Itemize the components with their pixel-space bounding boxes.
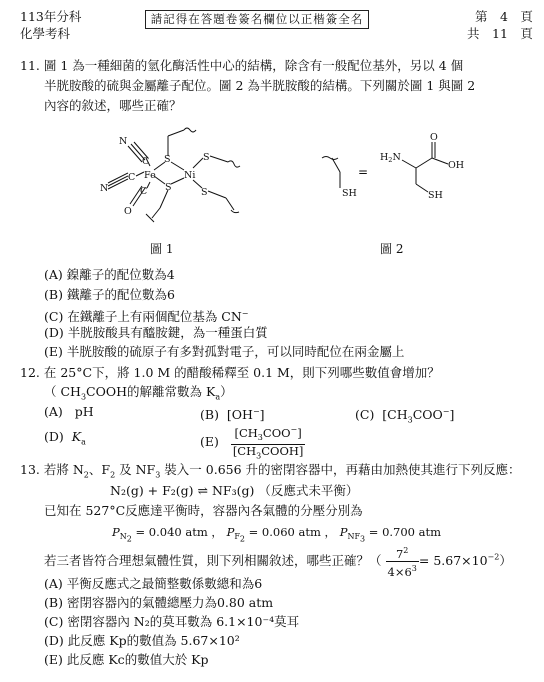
option-label: (A) [44, 267, 63, 282]
q11-line1: 圖 1 為一種細菌的氫化酶活性中心的結構，除含有一般配位基外，另以 4 個 [43, 58, 464, 73]
fig2-n: N [392, 152, 401, 163]
q13-hint-fraction [386, 544, 419, 579]
pressure-f2: = 0.060 atm [248, 525, 321, 539]
fig1-atom-n: N [119, 136, 128, 147]
q13-text: 及 NF [115, 462, 156, 477]
fig1-atom-c: C [142, 156, 150, 167]
option-label: (B) [44, 595, 63, 610]
q13-option-c [44, 612, 299, 632]
fig2-h-sub: 2 [388, 156, 393, 164]
q13-option-e [44, 650, 209, 670]
option-text: 半胱胺酸具有醯胺鍵，為一種蛋白質 [67, 325, 268, 340]
fig1-bond [226, 198, 234, 210]
fig2-bond [402, 160, 416, 168]
figure-2-structure [320, 130, 480, 210]
fig2-h: H [380, 152, 389, 163]
q13-reaction [110, 481, 358, 501]
option-text: pH [74, 404, 94, 419]
option-text: 密閉容器內 N₂的莫耳數為 6.1×10⁻⁴莫耳 [67, 614, 300, 629]
q11-number: 11. [20, 58, 40, 73]
q13-pressures: $P_{N_2} = 0.040$ atm ， $P_{F_2} = 0.060$ atm ， $P_{NF_3} = 0.700$ atm [112, 525, 442, 544]
fig1-wavy-bond [184, 128, 196, 132]
fig1-atom-c: C [140, 186, 148, 197]
q13-number: 13. [20, 462, 40, 477]
figure-2-caption: 圖 2 [380, 242, 404, 256]
option-label: (B) [44, 287, 63, 302]
reaction-note: （反應式未平衡） [258, 483, 359, 498]
fig2-wavy-bond [322, 157, 338, 160]
header-left [20, 8, 81, 42]
fig1-bond [193, 158, 203, 168]
fig2-bond [332, 158, 340, 172]
fig1-wavy-bond [231, 210, 239, 213]
q13-paren-close: ） [499, 552, 512, 568]
option-label: (D) [44, 429, 64, 444]
signature-banner: 請記得在答題卷簽名欄位以正楷簽全名 [145, 10, 369, 29]
option-text: 鎳離子的配位數為4 [66, 267, 175, 282]
fig1-bond [208, 191, 226, 198]
fig2-sh-right: SH [428, 190, 443, 201]
fig1-wavy-bond [228, 161, 240, 167]
fig2-equals: = [358, 165, 369, 179]
fig1-bond [152, 208, 160, 218]
q11-option-b [44, 285, 175, 305]
fraction-numerator: $[CH_3COO^-]$ [231, 423, 306, 445]
option-text: 此反應 Kc的數值大於 Kp [66, 652, 209, 667]
q11-line3: 內容的敘述，哪些正確？ [44, 98, 182, 113]
sub: a [215, 392, 221, 402]
option-label: (E) [200, 434, 219, 450]
figure-1-caption: 圖 1 [150, 242, 174, 256]
page-total: 共 11 頁 [467, 26, 533, 41]
cn-charge: − [241, 309, 249, 318]
q13-option-a [44, 574, 262, 594]
fig2-sh-left: SH [342, 188, 357, 199]
q13-text: 若三者皆符合理想氣體性質，則下列相關敘述，哪些正確？（ [44, 552, 382, 568]
q12-line1 [20, 363, 440, 383]
q12-option-e-fraction [231, 423, 306, 462]
q12-option-e [200, 423, 305, 462]
fig1-atom-s: S [203, 152, 210, 163]
option-label: (B) [200, 407, 219, 423]
q11-block [20, 56, 463, 76]
fig2-oh: OH [448, 160, 465, 171]
q13-option-b [44, 593, 273, 613]
option-text: 平衡反應式之最簡整數係數總和為6 [66, 576, 263, 591]
fig1-bond [147, 182, 150, 188]
header-exam: 化學考科 [20, 26, 71, 41]
fig1-atom-c: C [128, 172, 136, 183]
fig1-atom-s: S [201, 187, 208, 198]
fig1-atom-n: N [100, 183, 109, 194]
q12-text: 在 25°C下，將 1.0 M 的醋酸稀釋至 0.1 M，則下列哪些數值會增加？ [43, 365, 440, 380]
fraction-denominator: $4\times 6^3$ [387, 563, 417, 579]
option-label: (C) [44, 614, 64, 629]
header-year-subject: 113年分科 [20, 9, 82, 24]
q11-option-e [44, 342, 404, 362]
option-text: 半胱胺酸的硫原子有多對孤對電子，可以同時配位在兩金屬上 [66, 344, 405, 359]
fig1-bond [171, 178, 184, 184]
option-label: (E) [44, 344, 63, 359]
fraction-denominator: $[CH_3COOH]$ [232, 444, 304, 461]
fig1-atom-ni: Ni [184, 170, 196, 181]
q13-hint-exp: −2 [487, 552, 500, 562]
fig1-atom-fe: Fe [144, 170, 156, 181]
fig1-bond [210, 156, 228, 162]
option-label: (C) [44, 309, 64, 325]
q12-paren-open: （ CH [44, 384, 81, 399]
option-text: [CH [382, 407, 408, 423]
option-text: 密閉容器內的氣體總壓力為0.80 atm [66, 595, 274, 610]
fig2-bond [416, 158, 432, 168]
option-label: (D) [44, 633, 64, 648]
fraction-numerator: $7^2$ [386, 544, 419, 562]
figure-1-structure [88, 118, 263, 228]
q13-hint-value: = 5.67×10 [418, 552, 488, 568]
option-label: (D) [44, 325, 64, 340]
pressure-n2: = 0.040 atm [135, 525, 208, 539]
q11-option-d [44, 323, 268, 343]
fig1-bond [171, 162, 184, 170]
option-label: (C) [355, 407, 375, 423]
q12-paren-close: ） [220, 384, 233, 399]
option-label: (A) [44, 576, 63, 591]
sub: 3 [80, 392, 87, 402]
option-label: (E) [44, 652, 63, 667]
q11-line2: 半胱胺酸的硫與金屬離子配位。圖 2 為半胱胺酸的結構。下列關於圖 1 與圖 2 [44, 78, 476, 93]
q13-text: 、F [88, 462, 111, 477]
q13-option-d [44, 631, 240, 651]
q13-text: 裝入一 0.656 升的密閉容器中，再藉由加熱使其進行下列反應： [160, 462, 521, 477]
q12-option-b: (B) [OH−] [200, 407, 265, 423]
q13-line3: 已知在 527°C反應達平衡時，容器內各氣體的分壓分別為 [44, 503, 363, 518]
q12-option-a [44, 402, 94, 422]
page-number: 第 4 頁 [474, 9, 533, 24]
fig2-bond [416, 184, 428, 192]
fig2-h2n [380, 152, 401, 164]
option-label: (A) [44, 404, 63, 419]
q13-text: 若將 N [43, 462, 84, 477]
q12-option-c: (C) $[CH_3COO^-]$ [355, 407, 455, 425]
q12-text: COOH的解離常數為 K [86, 384, 216, 399]
fig1-atom-s: S [165, 182, 172, 193]
reaction-equation: N₂(g) + F₂(g) ⇌ NF₃(g) [110, 483, 255, 498]
option-text: 在鐵離子上有兩個配位基為 CN [67, 309, 242, 325]
fig1-bond [168, 130, 184, 136]
fig1-wavy-bond [146, 214, 154, 222]
fig1-bond [136, 172, 144, 176]
q13-line1: 13. 若將 $N_2$、$F_2$ 及 $NF_3$ 裝入一 0.656 升的密閉容器中，再藉由加熱使其進行下列反應： [20, 462, 521, 480]
fig2-bond [432, 158, 448, 164]
pressure-nf3: = 0.700 atm [368, 525, 442, 539]
option-text: [OH [226, 407, 253, 423]
option-text: 鐵離子的配位數為6 [66, 287, 175, 302]
fig1-atom-s: S [164, 154, 171, 165]
option-text: 此反應 Kp的數值為 5.67×10² [67, 633, 240, 648]
q11-option-a [44, 265, 175, 285]
fig1-atom-o: O [124, 206, 132, 217]
q12-number: 12. [20, 365, 40, 380]
option-text: K [71, 429, 82, 444]
q12-option-d: (D) $K_a$ [44, 429, 86, 447]
fig2-o: O [430, 132, 438, 143]
header-right [467, 8, 533, 42]
